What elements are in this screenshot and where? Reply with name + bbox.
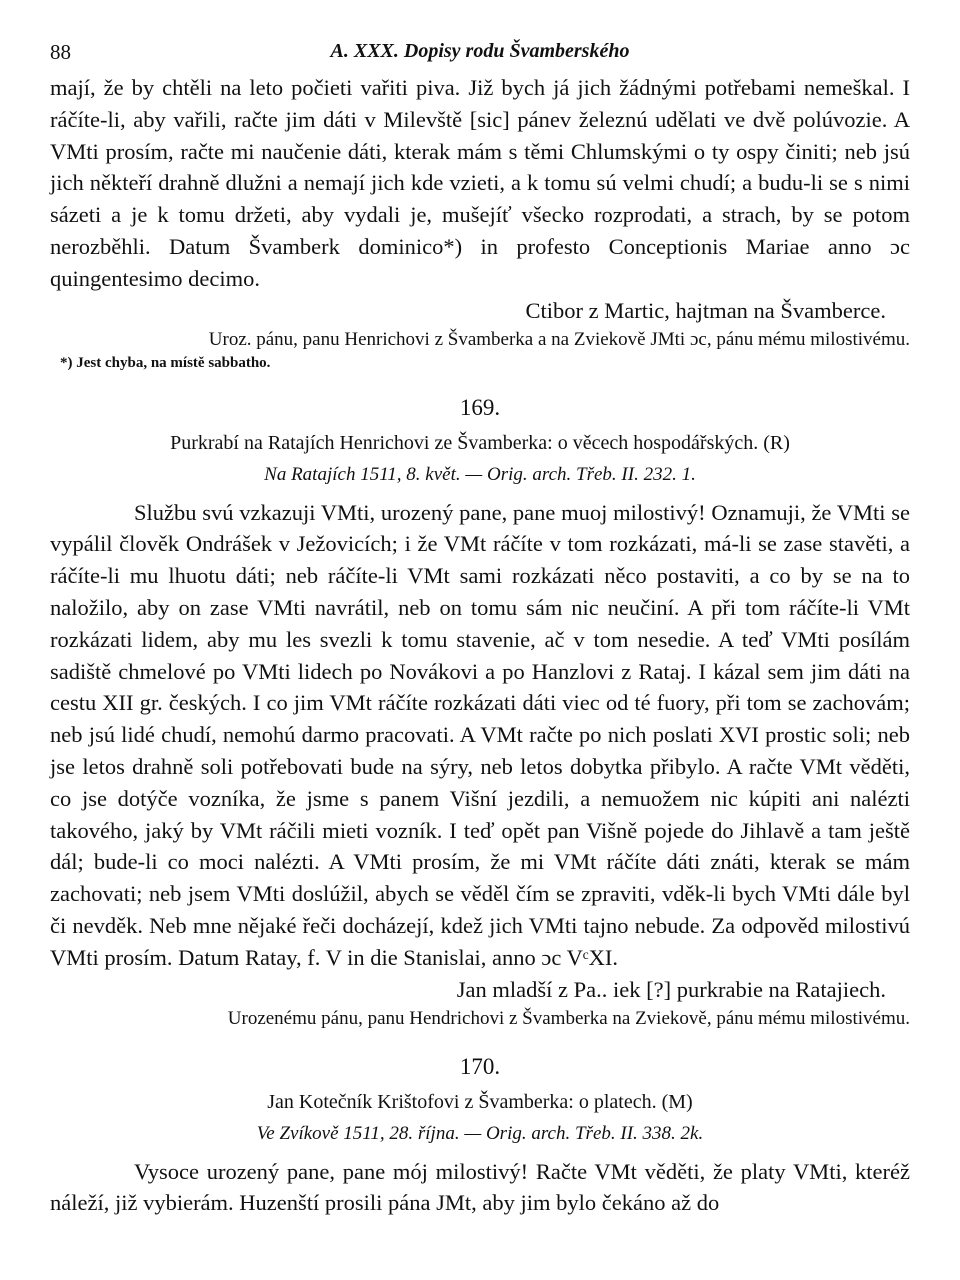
letter-address: Uroz. pánu, panu Henrichovi z Švamberka a na Zviekově JMti ɔc, pánu mému milostivému.: [208, 328, 910, 350]
letter-body: Službu svú vzkazuji VMti, urozený pane, pane muoj milostivý! Oznamuji, že VMti se vypálil člověk Ondrášek v Ježovicích; i že VMt ráčíte v tom rozkázati, má-li se zase stavěti, a ráčíte-li mu lhuotu dáti; neb ráčíte-li VMt sami rozkázati něco postaviti, a co by se na to naložilo, aby on zase VMti navrátil, neb on tomu sám nic neučiní. A při tom ráčíte-li VMt rozkázati lidem, aby mu les svezli k tomu stavenie, ač v tom nesedie. A teď VMti posílám sadiště chmelové po VMti lidech po Novákovi a po Hanzlovi z Rataj. I kázal sem jim dáti na cestu XII gr. českých. I co jim VMt ráčíte rozkázati dáti viec od té fuory, při tom se zachovám; neb jsú lidé chudí, nemohú darmo pracovati. A VMt račte po nich poslati XVI prostic soli; neb jse letos drahně soli potřebovati bude na sýry, neb letos dobytka přibylo. A račte VMt věděti, co jse dotýče vozníka, že jsme s panem Višní jezdili, a nemuožem nic kúpiti ani nalézti takového, jaký by VMt ráčili mieti vozník. I teď opět pan Višně pojede do Jihlavě a tam ještě dál; bude-li co moci nalézti. A VMti prosím, že mi VMt ráčíte dáti znáti, kterak se mám zachovati; neb jsem VMti doslúžil, abych se věděl čím se zpraviti, vděk-li bych VMti dále byl či nevděk. Neb mne nějaké řeči docházejí, kdež jich VMti tajno nebude. Za odpověd milostivú VMti prosím. Datum Ratay, f. V in die Stanislai, anno ɔc VᶜXI.: [50, 499, 910, 970]
letter-body: Vysoce urozený pane, pane mój milostivý! Račte VMt věděti, že platy VMti, kteréž náleží, již vybierám. Huzenští prosili pána JMt, aby jim bylo čekáno až do: [50, 1158, 910, 1216]
letter-source: Ve Zvíkově 1511, 28. října. — Orig. arch. Třeb. II. 338. 2k.: [256, 1122, 704, 1144]
letter-title: Purkrabí na Ratajích Henrichovi ze Švamberka: o věcech hospodářských. (R): [170, 431, 790, 454]
letter-title: Jan Kotečník Krištofovi z Švamberka: o platech. (M): [267, 1090, 693, 1113]
page-header: [50, 36, 910, 72]
letter-address: Urozenému pánu, panu Hendrichovi z Švamberka na Zviekově, pánu mému milostivému.: [227, 1007, 910, 1029]
footnote: *) Jest chyba, na místě sabbatho.: [60, 354, 271, 371]
letter-signature: Jan mladší z Pa.. iek [?] purkrabie na Ratajiech.: [456, 976, 886, 1002]
document-page: [50, 36, 910, 1219]
letter-signature: Ctibor z Martic, hajtman na Švamberce.: [525, 297, 886, 323]
letter-source: Na Ratajích 1511, 8. květ. — Orig. arch. Třeb. II. 232. 1.: [264, 463, 696, 485]
letter-continuation-text: mají, že by chtěli na leto počieti vařiti piva. Již bych já jich žádnými potřebami nemeškal. I ráčíte-li, aby vařili, račte jim dáti v Milevště [sic] pánev železnú udělati ve dvě polúvozie. A VMti prosím, račte mi naučenie dáti, kterak mám s těmi Chlumskými o ty ospy činiti; neb jsú jich někteří drahně dlužni a nemají jich kde vzieti, a k tomu sú velmi chudí; a budu-li se s nimi sázeti a je k tomu držeti, aby vydali je, mušejíť všecko rozprodati, a strach, by se potom nerozběhli. Datum Švamberk dominico*) in profesto Conceptionis Mariae anno ɔc quingentesimo decimo.: [50, 75, 910, 291]
page-number: 88: [50, 40, 71, 64]
letter-number: 170.: [459, 1053, 501, 1079]
running-title: A. XXX. Dopisy rodu Švamberského: [330, 40, 630, 62]
letter-number: 169.: [459, 394, 501, 420]
